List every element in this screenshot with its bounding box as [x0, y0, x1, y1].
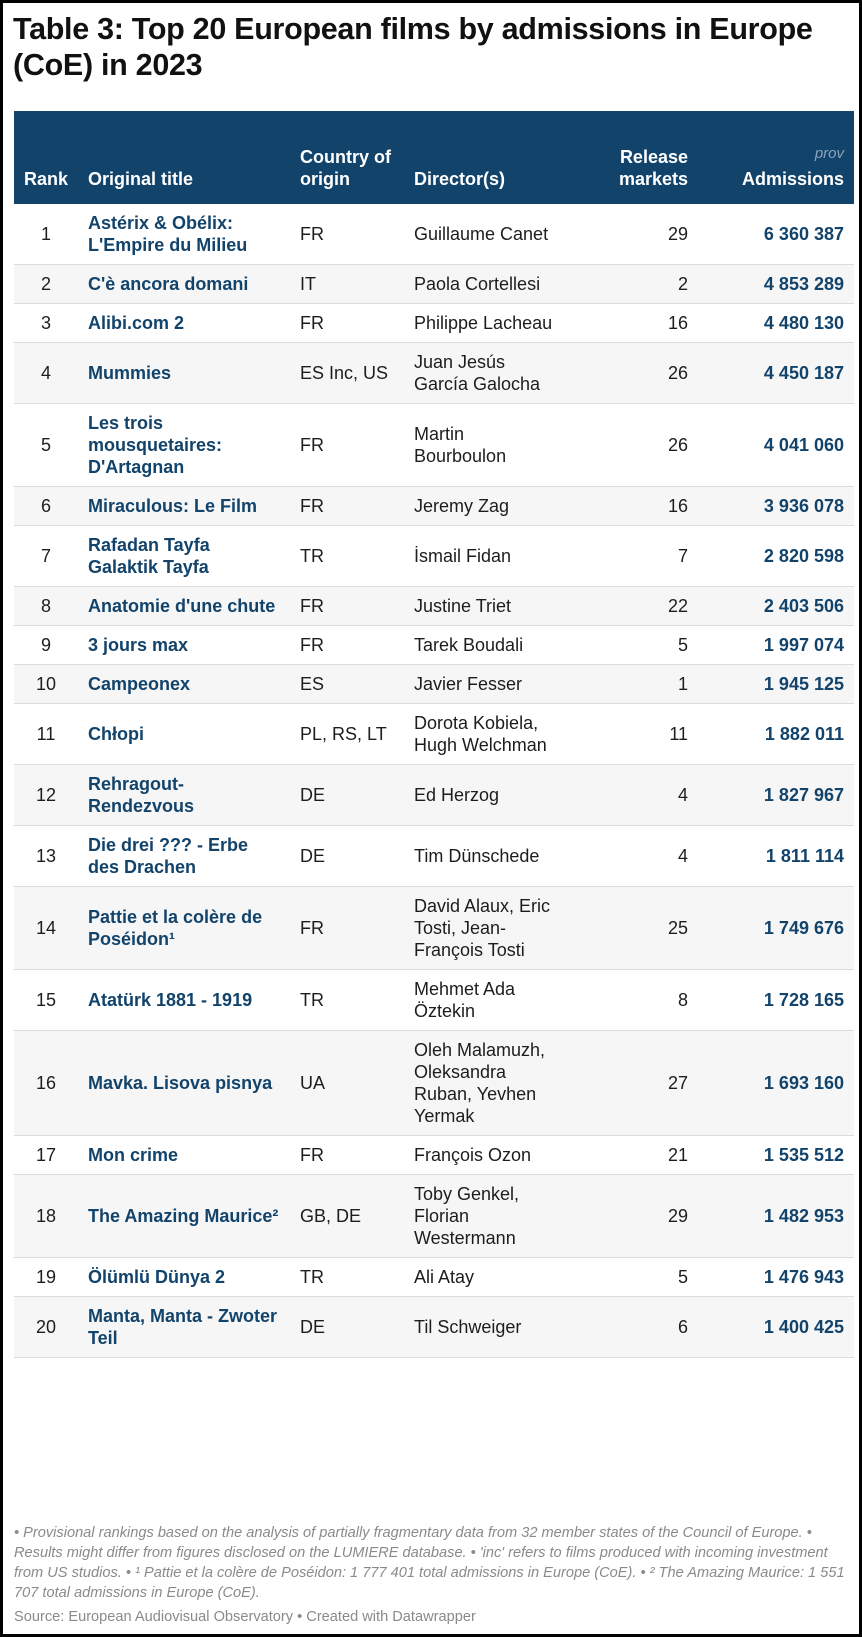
admissions-cell: 2 820 598	[763, 546, 844, 566]
rank-header[interactable]: Rank	[24, 169, 69, 189]
rank-cell: 4	[40, 363, 51, 383]
markets-cell: 29	[667, 1206, 688, 1226]
country-cell: ES Inc, US	[300, 363, 389, 383]
table-row	[14, 487, 854, 526]
rank-cell: 6	[40, 496, 51, 516]
rank-cell: 3	[40, 313, 51, 333]
country-header[interactable]: Country of origin	[300, 147, 391, 189]
table-row	[14, 765, 854, 826]
rank-cell: 2	[40, 274, 51, 294]
rank-cell: 20	[35, 1317, 57, 1337]
director-cell: Paola Cortellesi	[414, 274, 541, 294]
table-row	[14, 1258, 854, 1297]
markets-cell: 11	[669, 724, 688, 744]
country-cell: FR	[300, 224, 324, 244]
country-cell: FR	[300, 918, 324, 938]
admissions-cell: 1 400 425	[763, 1317, 844, 1337]
markets-cell: 25	[667, 918, 688, 938]
country-cell: DE	[300, 785, 326, 805]
rank-cell: 13	[35, 846, 57, 866]
country-cell: TR	[300, 1267, 324, 1287]
title-header[interactable]: Original title	[88, 169, 194, 189]
admissions-cell: 2 403 506	[763, 596, 844, 616]
rank-cell: 1	[40, 224, 51, 244]
admissions-cell: 4 041 060	[763, 435, 844, 455]
title-cell: Anatomie d'une chute	[88, 596, 276, 616]
title-cell: Mummies	[88, 363, 172, 383]
director-cell: Justine Triet	[414, 596, 512, 616]
table-row	[14, 887, 854, 970]
rank-cell: 17	[35, 1145, 57, 1165]
title-cell: Atatürk 1881 - 1919	[88, 990, 253, 1010]
director-cell: Ed Herzog	[414, 785, 500, 805]
director-cell: Juan Jesús García Galocha	[414, 352, 541, 394]
table-row	[14, 1175, 854, 1258]
markets-cell: 26	[667, 363, 688, 383]
markets-cell: 8	[677, 990, 688, 1010]
country-cell: FR	[300, 313, 324, 333]
admissions-cell: 1 945 125	[763, 674, 844, 694]
rank-cell: 8	[40, 596, 51, 616]
table-row	[14, 1136, 854, 1175]
admissions-cell: 1 749 676	[763, 918, 844, 938]
country-cell: FR	[300, 635, 324, 655]
markets-header[interactable]: Release markets	[618, 147, 688, 189]
rank-cell: 12	[35, 785, 57, 805]
admissions-cell: 1 535 512	[763, 1145, 844, 1165]
title-cell: Ölümlü Dünya 2	[88, 1267, 226, 1287]
table-row	[14, 343, 854, 404]
title-cell: Chłopi	[88, 724, 144, 744]
title-cell: Campeonex	[88, 674, 191, 694]
admissions-cell: 1 476 943	[763, 1267, 844, 1287]
markets-cell: 5	[677, 635, 688, 655]
director-cell: Dorota Kobiela, Hugh Welchman	[414, 713, 547, 755]
director-cell: Philippe Lacheau	[414, 313, 553, 333]
markets-cell: 4	[677, 785, 688, 805]
rank-cell: 7	[40, 546, 51, 566]
admissions-cell: 1 811 114	[765, 846, 844, 866]
country-cell: TR	[300, 546, 324, 566]
title-cell: Mon crime	[88, 1145, 179, 1165]
title-cell: Mavka. Lisova pisnya	[88, 1073, 273, 1093]
markets-cell: 5	[677, 1267, 688, 1287]
director-cell: Guillaume Canet	[414, 224, 549, 244]
table-row	[14, 1297, 854, 1358]
director-cell: Ali Atay	[414, 1267, 475, 1287]
country-cell: FR	[300, 1145, 324, 1165]
markets-cell: 16	[667, 313, 688, 333]
markets-cell: 6	[677, 1317, 688, 1337]
country-cell: TR	[300, 990, 324, 1010]
director-cell: François Ozon	[414, 1145, 532, 1165]
title-cell: 3 jours max	[88, 635, 189, 655]
admissions-cell: 4 853 289	[763, 274, 844, 294]
table-row	[14, 204, 854, 265]
director-cell: Toby Genkel, Florian Westermann	[414, 1184, 520, 1248]
markets-cell: 26	[667, 435, 688, 455]
director-cell: Tim Dünschede	[414, 846, 540, 866]
country-cell: FR	[300, 496, 324, 516]
markets-cell: 4	[677, 846, 688, 866]
table-body	[14, 204, 854, 1358]
markets-cell: 27	[667, 1073, 688, 1093]
rank-cell: 10	[35, 674, 57, 694]
director-cell: David Alaux, Eric Tosti, Jean-François Tosti	[414, 896, 551, 960]
markets-cell: 1	[677, 674, 688, 694]
country-cell: FR	[300, 596, 324, 616]
markets-cell: 22	[667, 596, 688, 616]
director-cell: Jeremy Zag	[414, 496, 510, 516]
title-cell: Alibi.com 2	[88, 313, 185, 333]
director-cell: Mehmet Ada Öztekin	[414, 979, 516, 1021]
title-cell: Astérix & Obélix: L'Empire du Milieu	[88, 213, 248, 255]
admissions-cell: 1 482 953	[763, 1206, 844, 1226]
admissions-cell: 3 936 078	[763, 496, 844, 516]
director-cell: Tarek Boudali	[414, 635, 524, 655]
title-cell: C'è ancora domani	[88, 274, 249, 294]
table-row	[14, 404, 854, 487]
table-row	[14, 704, 854, 765]
admissions-provisional-note: prov	[814, 145, 844, 162]
rank-cell: 19	[35, 1267, 57, 1287]
table-row	[14, 626, 854, 665]
admissions-cell: 1 728 165	[763, 990, 844, 1010]
admissions-cell: 1 997 074	[763, 635, 844, 655]
title-cell: Miraculous: Le Film	[88, 496, 258, 516]
table-row	[14, 826, 854, 887]
country-cell: ES	[300, 674, 325, 694]
title-cell: Pattie et la colère de Poséidon¹	[88, 907, 263, 949]
country-cell: DE	[300, 846, 326, 866]
table-row	[14, 970, 854, 1031]
admissions-cell: 1 882 011	[764, 724, 844, 744]
footnotes: • Provisional rankings based on the analysis of partially fragmentary data from 32 member states of the Council of Europe. • Results might differ from figures disclosed on the LUMIERE database. • 'inc' refers to films produced with incoming investment from US studios. • ¹ Pattie et la colère de Poséidon: 1 777 401 total admissions in Europe (CoE). • ² The Amazing Maurice: 1 551 707 total admissions in Europe (CoE).	[14, 1525, 845, 1601]
admissions-cell: 4 480 130	[763, 313, 844, 333]
admissions-cell: 1 693 160	[763, 1073, 844, 1093]
films-table	[14, 111, 854, 1358]
director-cell: İsmail Fidan	[414, 546, 512, 566]
country-cell: GB, DE	[300, 1206, 362, 1226]
table-row	[14, 304, 854, 343]
country-cell: UA	[300, 1073, 326, 1093]
title-cell: Rehragout-Rendezvous	[88, 774, 195, 816]
header-row	[14, 111, 854, 204]
title-cell: Les trois mousquetaires: D'Artagnan	[88, 413, 223, 477]
rank-cell: 16	[35, 1073, 57, 1093]
table-row	[14, 526, 854, 587]
rank-cell: 15	[35, 990, 57, 1010]
table-row	[14, 265, 854, 304]
rank-cell: 14	[35, 918, 57, 938]
title-cell: Die drei ??? - Erbe des Drachen	[88, 835, 249, 877]
admissions-cell: 1 827 967	[763, 785, 844, 805]
admissions-header[interactable]	[698, 111, 854, 204]
table-row	[14, 1031, 854, 1136]
country-cell: DE	[300, 1317, 326, 1337]
table-row	[14, 665, 854, 704]
director-cell: Javier Fesser	[414, 674, 523, 694]
markets-cell: 2	[677, 274, 688, 294]
markets-cell: 16	[667, 496, 688, 516]
country-cell: PL, RS, LT	[300, 724, 387, 744]
table-row	[14, 587, 854, 626]
markets-cell: 21	[667, 1145, 688, 1165]
rank-cell: 5	[40, 435, 51, 455]
title-cell: The Amazing Maurice²	[88, 1206, 279, 1226]
markets-cell: 7	[677, 546, 688, 566]
admissions-header-label: Admissions	[741, 169, 844, 189]
director-cell: Martin Bourboulon	[414, 424, 507, 466]
rank-cell: 9	[40, 635, 51, 655]
admissions-cell: 4 450 187	[763, 363, 844, 383]
title-cell: Rafadan Tayfa Galaktik Tayfa	[88, 535, 210, 577]
title-cell: Manta, Manta - Zwoter Teil	[88, 1306, 278, 1348]
director-cell: Oleh Malamuzh, Oleksandra Ruban, Yevhen Yermak	[414, 1040, 546, 1126]
rank-cell: 18	[35, 1206, 57, 1226]
source-line: Source: European Audiovisual Observatory • Created with Datawrapper	[14, 1609, 476, 1625]
admissions-cell: 6 360 387	[763, 224, 844, 244]
country-cell: FR	[300, 435, 324, 455]
director-header[interactable]: Director(s)	[414, 169, 506, 189]
country-cell: IT	[300, 274, 316, 294]
rank-cell: 11	[36, 724, 56, 744]
director-cell: Til Schweiger	[414, 1317, 522, 1337]
markets-cell: 29	[667, 224, 688, 244]
page-title: Table 3: Top 20 European films by admissions in Europe (CoE) in 2023	[13, 12, 813, 82]
